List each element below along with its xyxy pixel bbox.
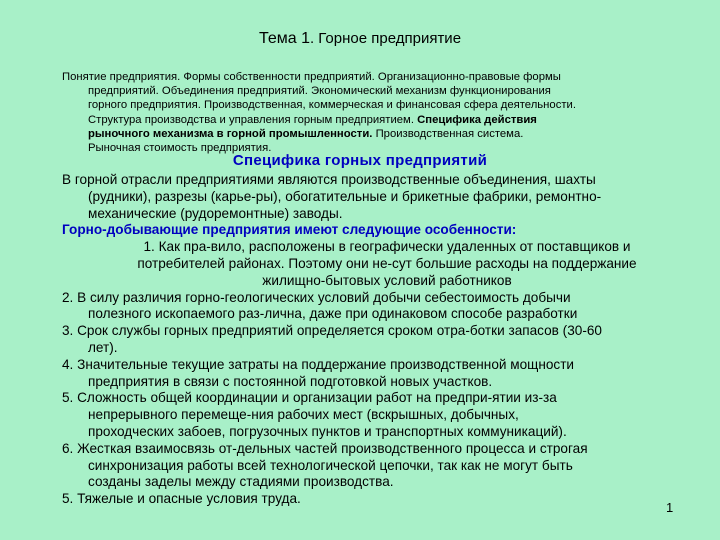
p1-line-3: механические (рудоремонтные) заводы. <box>88 205 343 221</box>
outline-bold-2: рыночного механизма в горной промышленности. <box>88 127 373 140</box>
title-rest: . Горное предприятие <box>309 30 462 47</box>
topic-outline <box>62 70 702 155</box>
item5-line-3: проходческих забоев, погрузочных пунктов и транспортных коммуникаций). <box>88 423 567 439</box>
outline-line-5 <box>62 127 702 141</box>
outline-line-4-text: Структура производства и управления горным предприятием. <box>88 113 414 126</box>
body-text <box>62 172 712 508</box>
item7-line: 5. Тяжелые и опасные условия труда. <box>62 491 301 507</box>
item5-line-1: 5. Сложность общей координации и организации работ на предпри-ятии из-за <box>62 390 557 406</box>
item5-line-2: непрерывного перемеще-ния рабочих мест (вскрышных, добычных, <box>88 407 519 423</box>
item6-line-2: синхронизация работы всей технологической цепочки, так как не могут быть <box>88 457 573 473</box>
section-heading: Специфика горных предприятий <box>232 152 488 169</box>
outline-line-4 <box>62 113 702 127</box>
outline-after-bold: Производственная система. <box>375 127 524 140</box>
features-lead: Горно-добывающие предприятия имеют следующие особенности: <box>62 222 517 238</box>
page-number: 1 <box>666 500 674 515</box>
item1-line-2: потребителей районах. Поэтому они не-сут большие расходы на поддержание <box>137 255 637 271</box>
item3-line-1: 3. Срок службы горных предприятий определяется сроком отра-ботки запасов (30-60 <box>62 323 602 339</box>
item6-line-3: созданы заделы между стадиями производства. <box>88 474 394 490</box>
p1-line-2: (рудники), разрезы (карье-ры), обогатительные и брикетные фабрики, ремонтно- <box>88 188 602 204</box>
outline-bold-1: Специфика действия <box>417 113 537 126</box>
outline-line-3: горного предприятия. Производственная, коммерческая и финансовая сфера деятельности. <box>88 99 576 112</box>
outline-line-1: Понятие предприятия. Формы собственности предприятий. Организационно-правовые формы <box>62 71 561 83</box>
outline-line-2: предприятий. Объединения предприятий. Экономический механизм функционирования <box>88 85 551 98</box>
item2-line-1: 2. В силу различия горно-геологических условий добычи себестоимость добычи <box>62 289 571 305</box>
item4-line-1: 4. Значительные текущие затраты на поддержание производственной мощности <box>62 356 575 372</box>
item1-line-3: жилищно-бытовых условий работников <box>262 272 512 288</box>
item1-line-1: 1. Как пра-вило, расположены в географически удаленных от поставщиков и <box>143 239 631 255</box>
item3-line-2: лет). <box>88 339 118 355</box>
slide-title <box>0 30 720 48</box>
p1-line-1: В горной отрасли предприятиями являются производственные объединения, шахты <box>62 172 596 187</box>
item2-line-2: полезного ископаемого раз-лична, даже при одинаковом способе разработки <box>88 306 578 322</box>
item6-line-1: 6. Жесткая взаимосвязь от-дельных частей производственного процесса и строгая <box>62 440 588 456</box>
item4-line-2: предприятия в связи с постоянной подготовкой новых участков. <box>88 373 493 389</box>
title-prefix: Тема 1 <box>258 30 310 47</box>
outline-line-6: Рыночная стоимость предприятия. <box>88 142 272 155</box>
